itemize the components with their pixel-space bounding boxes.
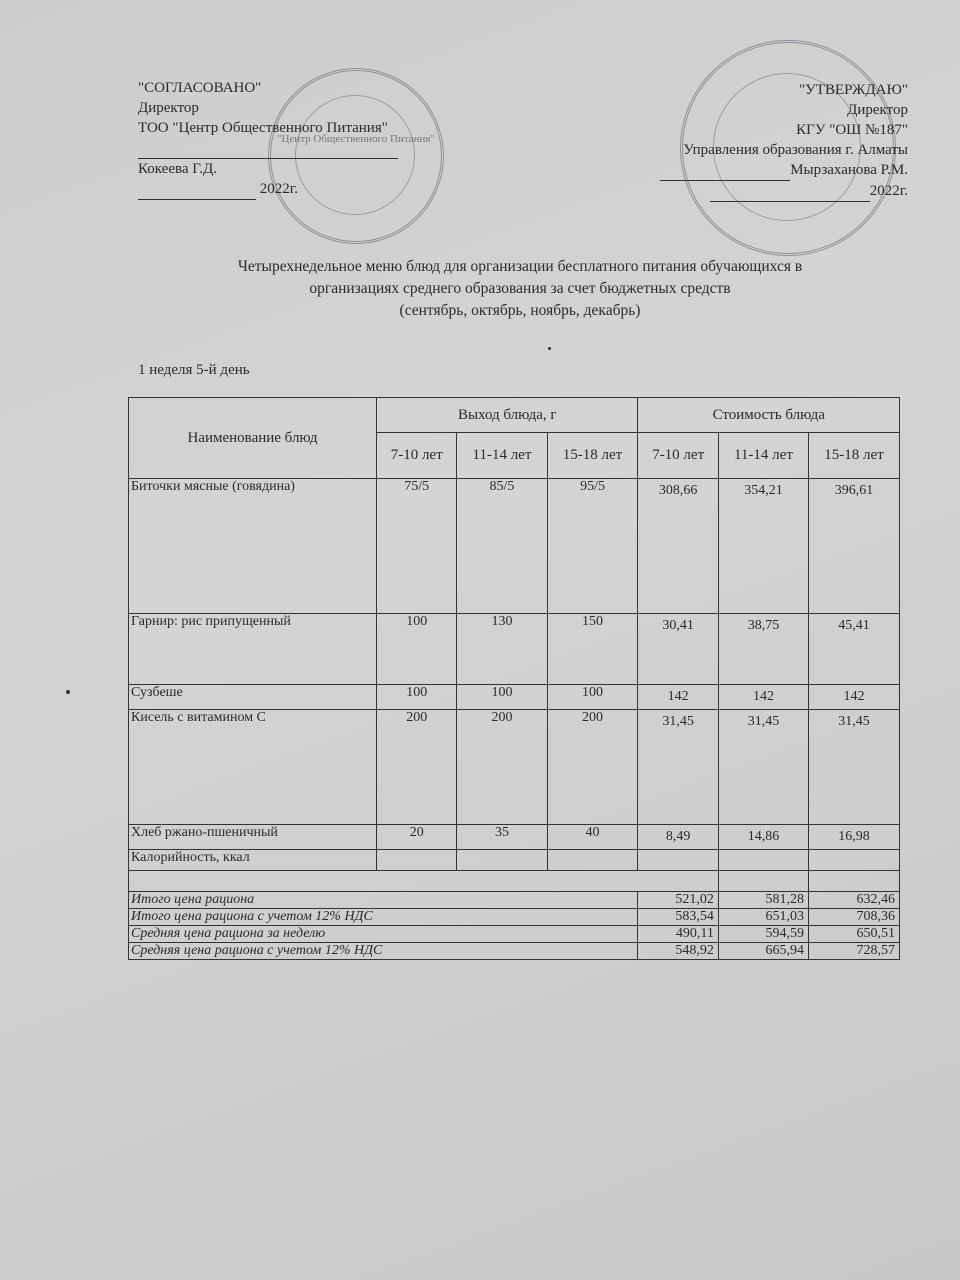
yield-cell: 35 <box>457 825 547 850</box>
yield-cell: 100 <box>457 685 547 710</box>
cost-cell: 142 <box>809 685 900 710</box>
signature-line <box>138 138 398 159</box>
table-row <box>129 479 900 614</box>
age-group: 11-14 лет <box>457 433 547 479</box>
cost-cell: 31,45 <box>718 710 808 825</box>
title-line-3: (сентябрь, октябрь, ноябрь, декабрь) <box>399 302 641 319</box>
cost-cell: 14,86 <box>718 825 808 850</box>
yield-cell: 95/5 <box>547 479 638 614</box>
yield-cell: 100 <box>377 685 457 710</box>
approved-department: Управления образования г. Алматы <box>683 142 908 158</box>
header-dish-name: Наименование блюд <box>129 398 377 479</box>
total-label: Итого цена рациона с учетом 12% НДС <box>129 909 638 926</box>
cost-cell: 38,75 <box>718 614 808 685</box>
total-label: Средняя цена рациона с учетом 12% НДС <box>129 943 638 960</box>
age-group: 7-10 лет <box>377 433 457 479</box>
yield-cell: 100 <box>377 614 457 685</box>
cost-cell: 142 <box>718 685 808 710</box>
approved-name-row <box>660 160 908 181</box>
header-yield: Выход блюда, г <box>377 398 638 433</box>
cost-cell: 31,45 <box>638 710 718 825</box>
title-line-2: организациях среднего образования за счет бюджетных средств <box>309 280 731 297</box>
dish-name: Сузбеше <box>129 685 377 710</box>
approval-block-approved <box>660 80 908 202</box>
yield-cell: 130 <box>457 614 547 685</box>
totals-row <box>129 909 900 926</box>
empty-cell <box>547 850 638 871</box>
cost-cell: 354,21 <box>718 479 808 614</box>
empty-cell <box>129 871 638 892</box>
table-row <box>129 825 900 850</box>
approved-organization: КГУ "ОШ №187" <box>796 122 908 138</box>
empty-cell <box>718 850 808 871</box>
cost-cell: 30,41 <box>638 614 718 685</box>
total-value: 708,36 <box>809 909 900 926</box>
title-line-1: Четырехнедельное меню блюд для организации бесплатного питания обучающихся в <box>237 258 803 275</box>
yield-cell: 150 <box>547 614 638 685</box>
total-value: 581,28 <box>718 892 808 909</box>
calories-row <box>129 850 900 871</box>
total-value: 728,57 <box>809 943 900 960</box>
document-title <box>130 256 910 322</box>
yield-cell: 20 <box>377 825 457 850</box>
cost-cell: 142 <box>638 685 718 710</box>
agreed-heading: "СОГЛАСОВАНО" <box>138 80 262 96</box>
table-row <box>129 710 900 825</box>
header-row <box>129 398 900 433</box>
cost-cell: 16,98 <box>809 825 900 850</box>
empty-cell <box>809 850 900 871</box>
age-group: 7-10 лет <box>638 433 718 479</box>
dish-name: Хлеб ржано-пшеничный <box>129 825 377 850</box>
yield-cell: 200 <box>377 710 457 825</box>
cost-cell: 31,45 <box>809 710 900 825</box>
total-value: 665,94 <box>718 943 808 960</box>
yield-cell: 85/5 <box>457 479 547 614</box>
age-group: 15-18 лет <box>809 433 900 479</box>
menu-table <box>128 397 900 960</box>
paper-speck <box>66 690 70 694</box>
age-group: 11-14 лет <box>718 433 808 479</box>
empty-cell <box>809 871 900 892</box>
dish-name: Гарнир: рис припущенный <box>129 614 377 685</box>
day-label: 1 неделя 5-й день <box>138 362 250 378</box>
totals-row <box>129 892 900 909</box>
totals-row <box>129 943 900 960</box>
cost-cell: 396,61 <box>809 479 900 614</box>
header-cost: Стоимость блюда <box>638 398 900 433</box>
dish-name: Биточки мясные (говядина) <box>129 479 377 614</box>
spacer-row <box>129 871 900 892</box>
empty-cell <box>638 850 718 871</box>
yield-cell: 75/5 <box>377 479 457 614</box>
total-value: 651,03 <box>718 909 808 926</box>
agreed-date: 2022г. <box>259 181 298 197</box>
table-row <box>129 685 900 710</box>
total-value: 594,59 <box>718 926 808 943</box>
agreed-date-row <box>138 179 398 200</box>
total-value: 632,46 <box>809 892 900 909</box>
table-row <box>129 614 900 685</box>
total-label: Итого цена рациона <box>129 892 638 909</box>
approved-name: Мырзаханова Р.М. <box>790 162 908 178</box>
empty-cell <box>718 871 808 892</box>
paper-speck <box>548 347 551 350</box>
agreed-name: Кокеева Г.Д. <box>138 161 217 177</box>
agreed-organization: ТОО "Центр Общественного Питания" <box>138 120 388 136</box>
total-value: 521,02 <box>638 892 718 909</box>
totals-row <box>129 926 900 943</box>
empty-cell <box>638 871 718 892</box>
approved-date-row <box>660 181 908 202</box>
total-value: 650,51 <box>809 926 900 943</box>
approved-date: 2022г. <box>869 183 908 199</box>
cost-cell: 45,41 <box>809 614 900 685</box>
agreed-position: Директор <box>138 100 199 116</box>
total-value: 583,54 <box>638 909 718 926</box>
yield-cell: 200 <box>457 710 547 825</box>
total-value: 548,92 <box>638 943 718 960</box>
calories-label: Калорийность, ккал <box>129 850 377 871</box>
total-value: 490,11 <box>638 926 718 943</box>
total-label: Средняя цена рациона за неделю <box>129 926 638 943</box>
age-group: 15-18 лет <box>547 433 638 479</box>
cost-cell: 8,49 <box>638 825 718 850</box>
empty-cell <box>457 850 547 871</box>
stamp-text: "Центр Общественного Питания" <box>276 133 435 145</box>
approval-block-agreed <box>138 78 398 200</box>
cost-cell: 308,66 <box>638 479 718 614</box>
approved-heading: "УТВЕРЖДАЮ" <box>799 82 908 98</box>
empty-cell <box>377 850 457 871</box>
yield-cell: 200 <box>547 710 638 825</box>
yield-cell: 40 <box>547 825 638 850</box>
yield-cell: 100 <box>547 685 638 710</box>
approved-position: Директор <box>847 102 908 118</box>
dish-name: Кисель с витамином С <box>129 710 377 825</box>
